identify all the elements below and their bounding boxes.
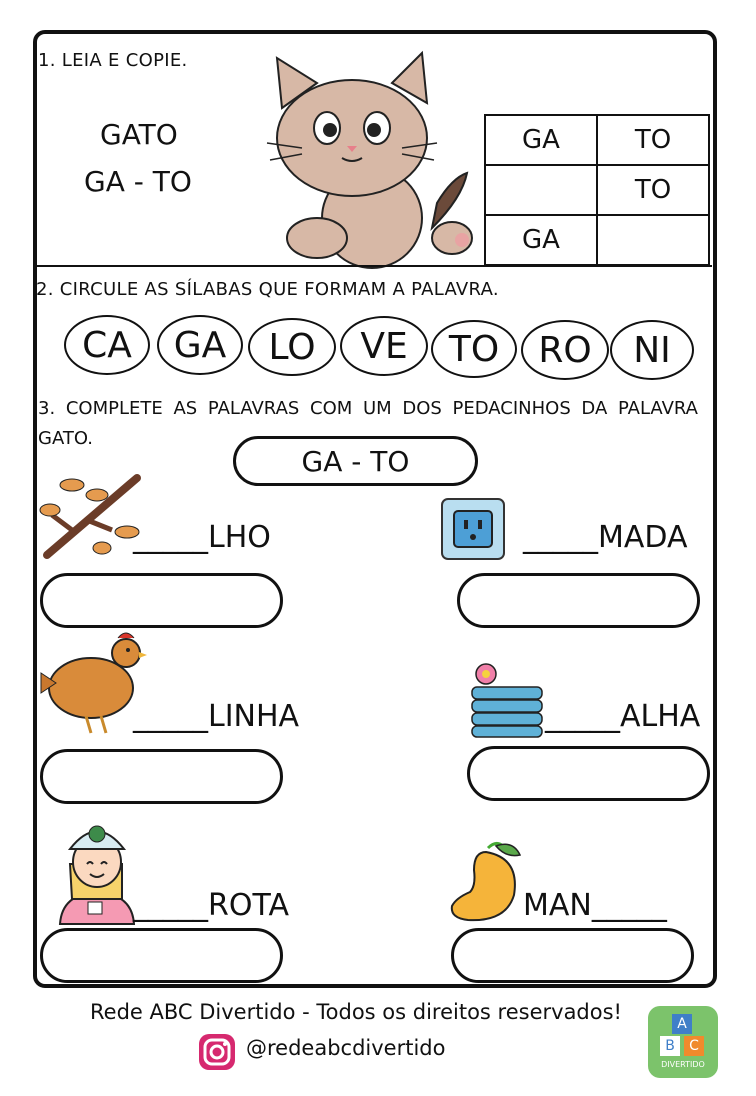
word-blank: MAN_____ — [523, 888, 667, 923]
section1-instruction: 1. LEIA E COPIE. — [38, 50, 188, 71]
answer-box[interactable] — [40, 749, 283, 804]
word-syllables: GA - TO — [84, 165, 192, 198]
section-divider — [37, 265, 712, 267]
table-cell-blank[interactable] — [597, 215, 709, 265]
section3-instruction: 3. COMPLETE AS PALAVRAS COM UM DOS PEDACINHOS DA PALAVRA GATO. — [38, 398, 698, 449]
syllable-option[interactable]: RO — [521, 320, 609, 380]
answer-box[interactable] — [40, 573, 283, 628]
word-blank: _____ALHA — [545, 699, 701, 734]
syllable-option[interactable]: TO — [431, 320, 517, 378]
towels-icon — [469, 660, 545, 738]
hen-icon — [36, 628, 148, 738]
logo-letter: A — [672, 1014, 692, 1034]
table-cell: TO — [597, 115, 709, 165]
table-cell-blank[interactable] — [485, 165, 597, 215]
table-cell: GA — [485, 115, 597, 165]
syllable-option[interactable]: LO — [248, 318, 336, 376]
word-blank: _____LINHA — [133, 699, 300, 734]
answer-box[interactable] — [451, 928, 694, 983]
instagram-icon — [198, 1033, 236, 1071]
word-blank: _____ROTA — [133, 888, 289, 923]
syllable-option[interactable]: NI — [610, 320, 694, 380]
section2-instruction: 2. CIRCULE AS SÍLABAS QUE FORMAM A PALAVRA. — [36, 279, 499, 300]
syllable-table — [484, 114, 710, 266]
answer-box[interactable] — [40, 928, 283, 983]
syllable-option[interactable]: GA — [157, 315, 243, 375]
answer-box[interactable] — [467, 746, 710, 801]
table-cell: TO — [597, 165, 709, 215]
branch-icon — [42, 470, 142, 558]
table-cell: GA — [485, 215, 597, 265]
rights-notice: Rede ABC Divertido - Todos os direitos reservados! — [90, 1000, 622, 1024]
syllable-option[interactable]: CA — [64, 315, 150, 375]
power-outlet-icon — [440, 497, 506, 561]
syllable-box: GA - TO — [233, 436, 478, 486]
word-gato: GATO — [100, 118, 178, 151]
instagram-handle: @redeabcdivertido — [246, 1036, 446, 1060]
answer-box[interactable] — [457, 573, 700, 628]
word-blank: _____LHO — [133, 520, 271, 555]
syllable-option[interactable]: VE — [340, 316, 428, 376]
logo-text: DIVERTIDO — [661, 1060, 705, 1069]
logo-letter: B — [660, 1036, 680, 1056]
word-blank: _____MADA — [523, 520, 688, 555]
logo-letter: C — [684, 1036, 704, 1056]
cat-icon — [262, 48, 477, 270]
mango-icon — [448, 840, 524, 924]
abc-logo — [648, 1006, 718, 1078]
